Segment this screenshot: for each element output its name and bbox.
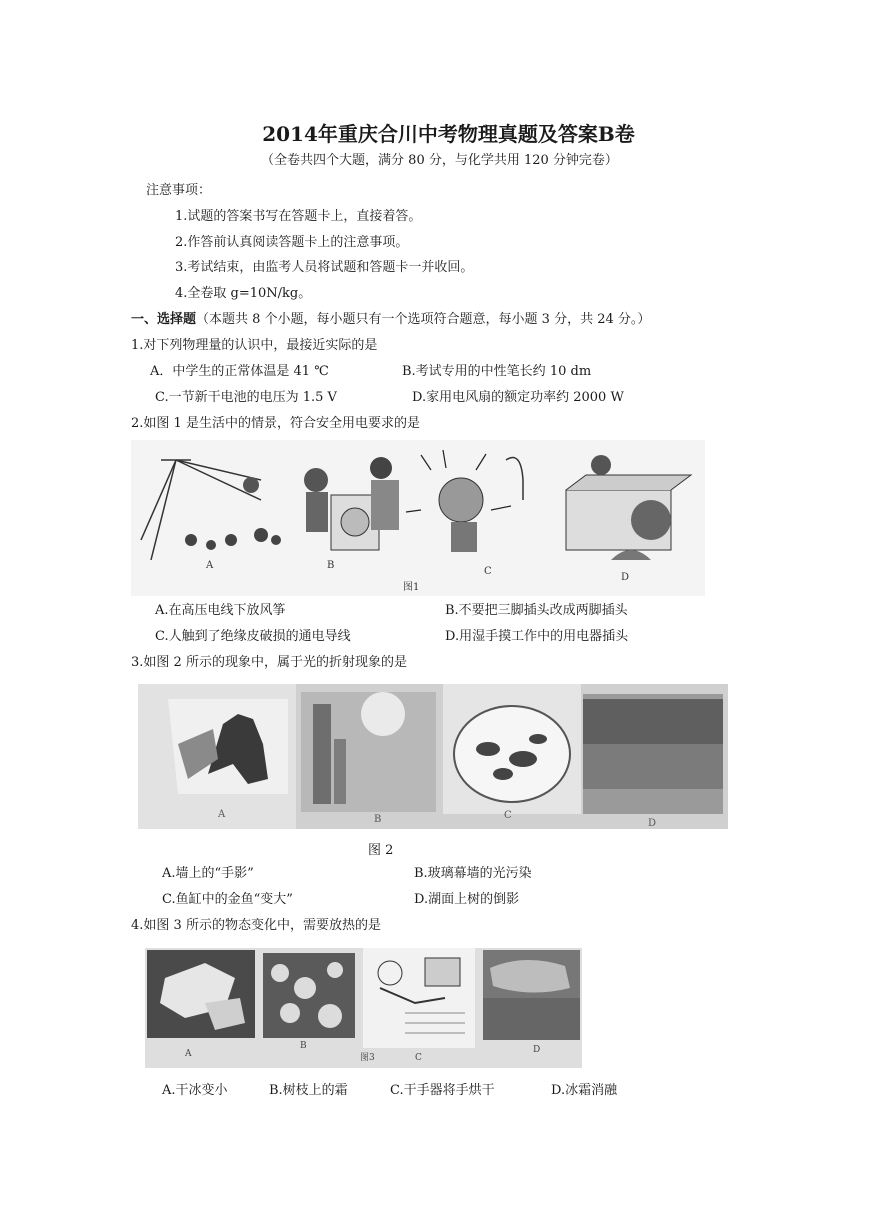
svg-text:B: B (327, 560, 335, 571)
question-4-stem: 4.如图 3 所示的物态变化中，需要放热的是 (131, 918, 381, 933)
svg-text:A: A (218, 809, 226, 820)
q1-option-c: C.一节新干电池的电压为 1.5 V (155, 390, 337, 405)
q1-option-a: A．中学生的正常体温是 41 ℃ (150, 364, 329, 379)
question-3-stem: 3.如图 2 所示的现象中，属于光的折射现象的是 (131, 655, 407, 670)
svg-text:A: A (206, 560, 214, 571)
section-title: 一、选择题 (131, 312, 197, 327)
q4-option-b: B.树枝上的霜 (269, 1083, 348, 1098)
notice-item: 1.试题的答案书写在答题卡上，直接着答。 (175, 209, 422, 224)
svg-text:图3: 图3 (360, 1053, 375, 1063)
svg-text:D: D (621, 572, 630, 583)
q3-option-d: D.湖面上树的倒影 (414, 892, 520, 907)
svg-text:图1: 图1 (403, 582, 420, 593)
svg-text:B: B (374, 814, 382, 825)
notice-item: 3.考试结束，由监考人员将试题和答题卡一并收回。 (175, 260, 474, 275)
question-1-stem: 1.对下列物理量的认识中，最接近实际的是 (131, 338, 378, 353)
figure-3-image (145, 948, 582, 1068)
svg-text:D: D (533, 1045, 541, 1055)
q2-option-a: A.在高压电线下放风筝 (155, 603, 286, 618)
q2-option-d: D.用湿手摸工作中的用电器插头 (445, 629, 629, 644)
q1-option-d: D.家用电风扇的额定功率约 2000 W (412, 390, 624, 405)
svg-text:C: C (415, 1053, 422, 1063)
q2-option-b: B.不要把三脚插头改成两脚插头 (445, 603, 628, 618)
notice-heading: 注意事项： (146, 183, 212, 198)
page-title: 2014年重庆合川中考物理真题及答案B卷 (262, 122, 635, 146)
q1-option-b: B.考试专用的中性笔长约 10 dm (402, 364, 592, 379)
svg-text:C: C (484, 566, 492, 577)
section-description: （本题共 8 个小题，每小题只有一个选项符合题意，每小题 3 分，共 24 分。） (196, 312, 651, 327)
q4-option-c: C.干手器将手烘干 (390, 1083, 495, 1098)
notice-item: 4.全卷取 g=10N/kg。 (175, 286, 312, 301)
svg-text:C: C (504, 810, 512, 821)
exam-subtitle: （全卷共四个大题，满分 80 分，与化学共用 120 分钟完卷） (261, 153, 618, 168)
svg-text:A: A (185, 1049, 192, 1059)
question-2-stem: 2.如图 1 是生活中的情景，符合安全用电要求的是 (131, 416, 420, 431)
q4-option-d: D.冰霜消融 (551, 1083, 618, 1098)
figure-1-image (131, 440, 705, 596)
figure-2-label: 图 2 (368, 843, 394, 858)
q4-option-a: A.干冰变小 (162, 1083, 228, 1098)
section-heading (131, 312, 650, 328)
q2-option-c: C.人触到了绝缘皮破损的通电导线 (155, 629, 351, 644)
svg-text:D: D (648, 818, 657, 829)
q3-option-a: A.墙上的“手影” (162, 866, 254, 881)
q3-option-c: C.鱼缸中的金鱼“变大” (162, 892, 293, 907)
svg-text:B: B (300, 1041, 307, 1051)
q3-option-b: B.玻璃幕墙的光污染 (414, 866, 532, 881)
notice-item: 2.作答前认真阅读答题卡上的注意事项。 (175, 235, 409, 250)
figure-2-image (138, 684, 728, 829)
